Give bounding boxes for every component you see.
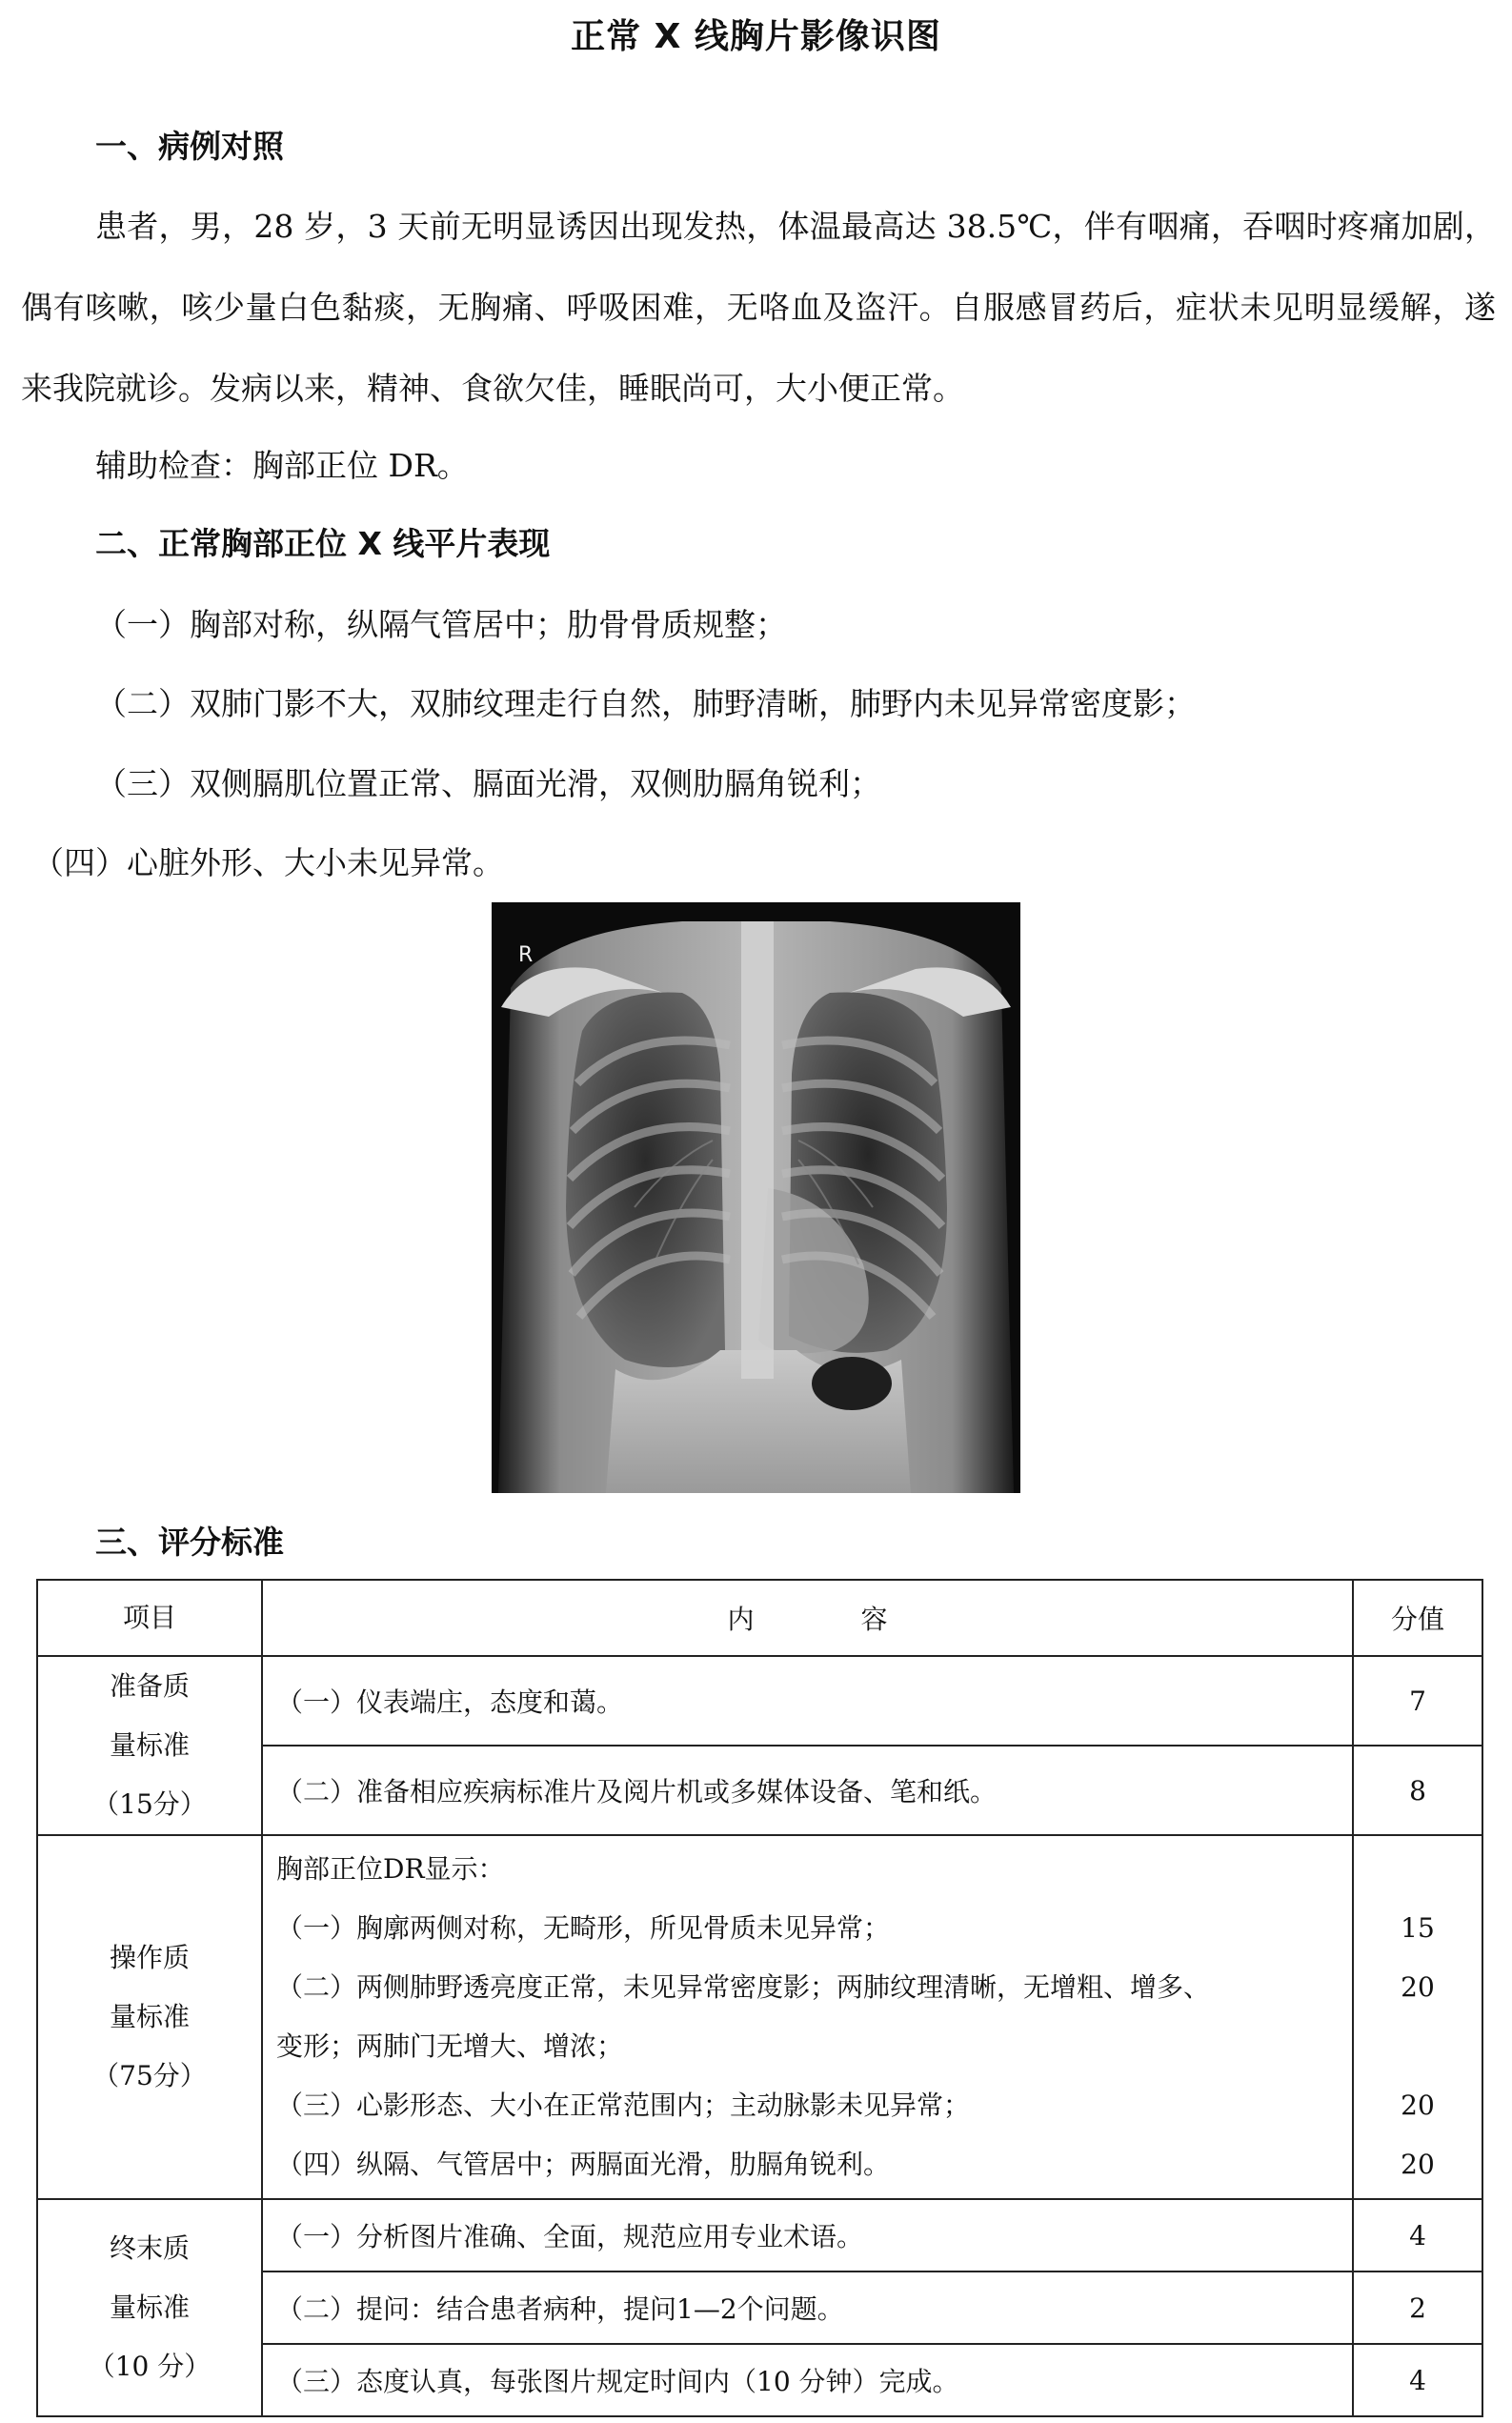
- prep-score-1: 7: [1353, 1656, 1482, 1746]
- table-row: [37, 2199, 1482, 2272]
- prep-content-1: （一）仪表端庄，态度和蔼。: [262, 1656, 1353, 1746]
- end-score-2: 2: [1353, 2272, 1482, 2344]
- section-heading-normal-findings: 二、正常胸部正位 X 线平片表现: [95, 525, 551, 562]
- table-row: [37, 1656, 1482, 1746]
- document-title: 正常 X 线胸片影像识图: [571, 17, 941, 56]
- prep-content-2: （二）准备相应疾病标准片及阅片机或多媒体设备、笔和纸。: [262, 1746, 1353, 1835]
- finding-item-3: （三）双侧膈肌位置正常、膈面光滑，双侧肋膈角锐利；: [95, 765, 881, 802]
- header-item: 项目: [37, 1580, 262, 1656]
- auxiliary-exam: 辅助检查：胸部正位 DR。: [95, 447, 469, 484]
- prep-category: 准备质 量标准 （15分）: [37, 1656, 262, 1835]
- finding-item-2: （二）双肺门影不大，双肺纹理走行自然，肺野清晰，肺野内未见异常密度影；: [95, 685, 1196, 722]
- section-heading-case: 一、病例对照: [95, 128, 284, 165]
- end-category: 终末质 量标准 （10 分）: [37, 2199, 262, 2416]
- end-content-2: （二）提问：结合患者病种，提问1—2个问题。: [262, 2272, 1353, 2344]
- op-scores: 15 20 20 20: [1353, 1835, 1482, 2199]
- finding-item-1: （一）胸部对称，纵隔气管居中；肋骨骨质规整；: [95, 606, 787, 643]
- scoring-table: [36, 1579, 1483, 2417]
- end-content-3: （三）态度认真，每张图片规定时间内（10 分钟）完成。: [262, 2344, 1353, 2416]
- case-description: 患者，男，28 岁，3 天前无明显诱因出现发热，体温最高达 38.5℃，伴有咽痛，吞咽时疼痛加剧，偶有咳嗽，咳少量白色黏痰，无胸痛、呼吸困难，无咯血及盗汗。自服感冒药后，症状未见明显缓解，遂来我院就诊。发病以来，精神、食欲欠佳，睡眠尚可，大小便正常。: [21, 208, 1496, 407]
- end-score-1: 4: [1353, 2199, 1482, 2272]
- xray-side-marker: R: [518, 943, 534, 967]
- header-score: 分值: [1353, 1580, 1482, 1656]
- table-row: [37, 1835, 1482, 2199]
- chest-xray-image: [492, 902, 1020, 1493]
- header-content: 内 容: [262, 1580, 1353, 1656]
- end-score-3: 4: [1353, 2344, 1482, 2416]
- table-header-row: [37, 1580, 1482, 1656]
- op-category: 操作质 量标准 （75分）: [37, 1835, 262, 2199]
- section-heading-scoring: 三、评分标准: [95, 1524, 284, 1561]
- end-content-1: （一）分析图片准确、全面，规范应用专业术语。: [262, 2199, 1353, 2272]
- finding-item-4: （四）心脏外形、大小未见异常。: [32, 844, 504, 881]
- prep-score-2: 8: [1353, 1746, 1482, 1835]
- op-content: 胸部正位DR显示： （一）胸廓两侧对称，无畸形，所见骨质未见异常； （二）两侧肺野透亮度正常，未见异常密度影；两肺纹理清晰，无增粗、增多、 变形；两肺门无增大、增浓； （三）心影形态、大小在正常范围内；主动脉影未见异常； （四）纵隔、气管居中；两膈面光滑，肋膈角锐利。: [262, 1835, 1353, 2199]
